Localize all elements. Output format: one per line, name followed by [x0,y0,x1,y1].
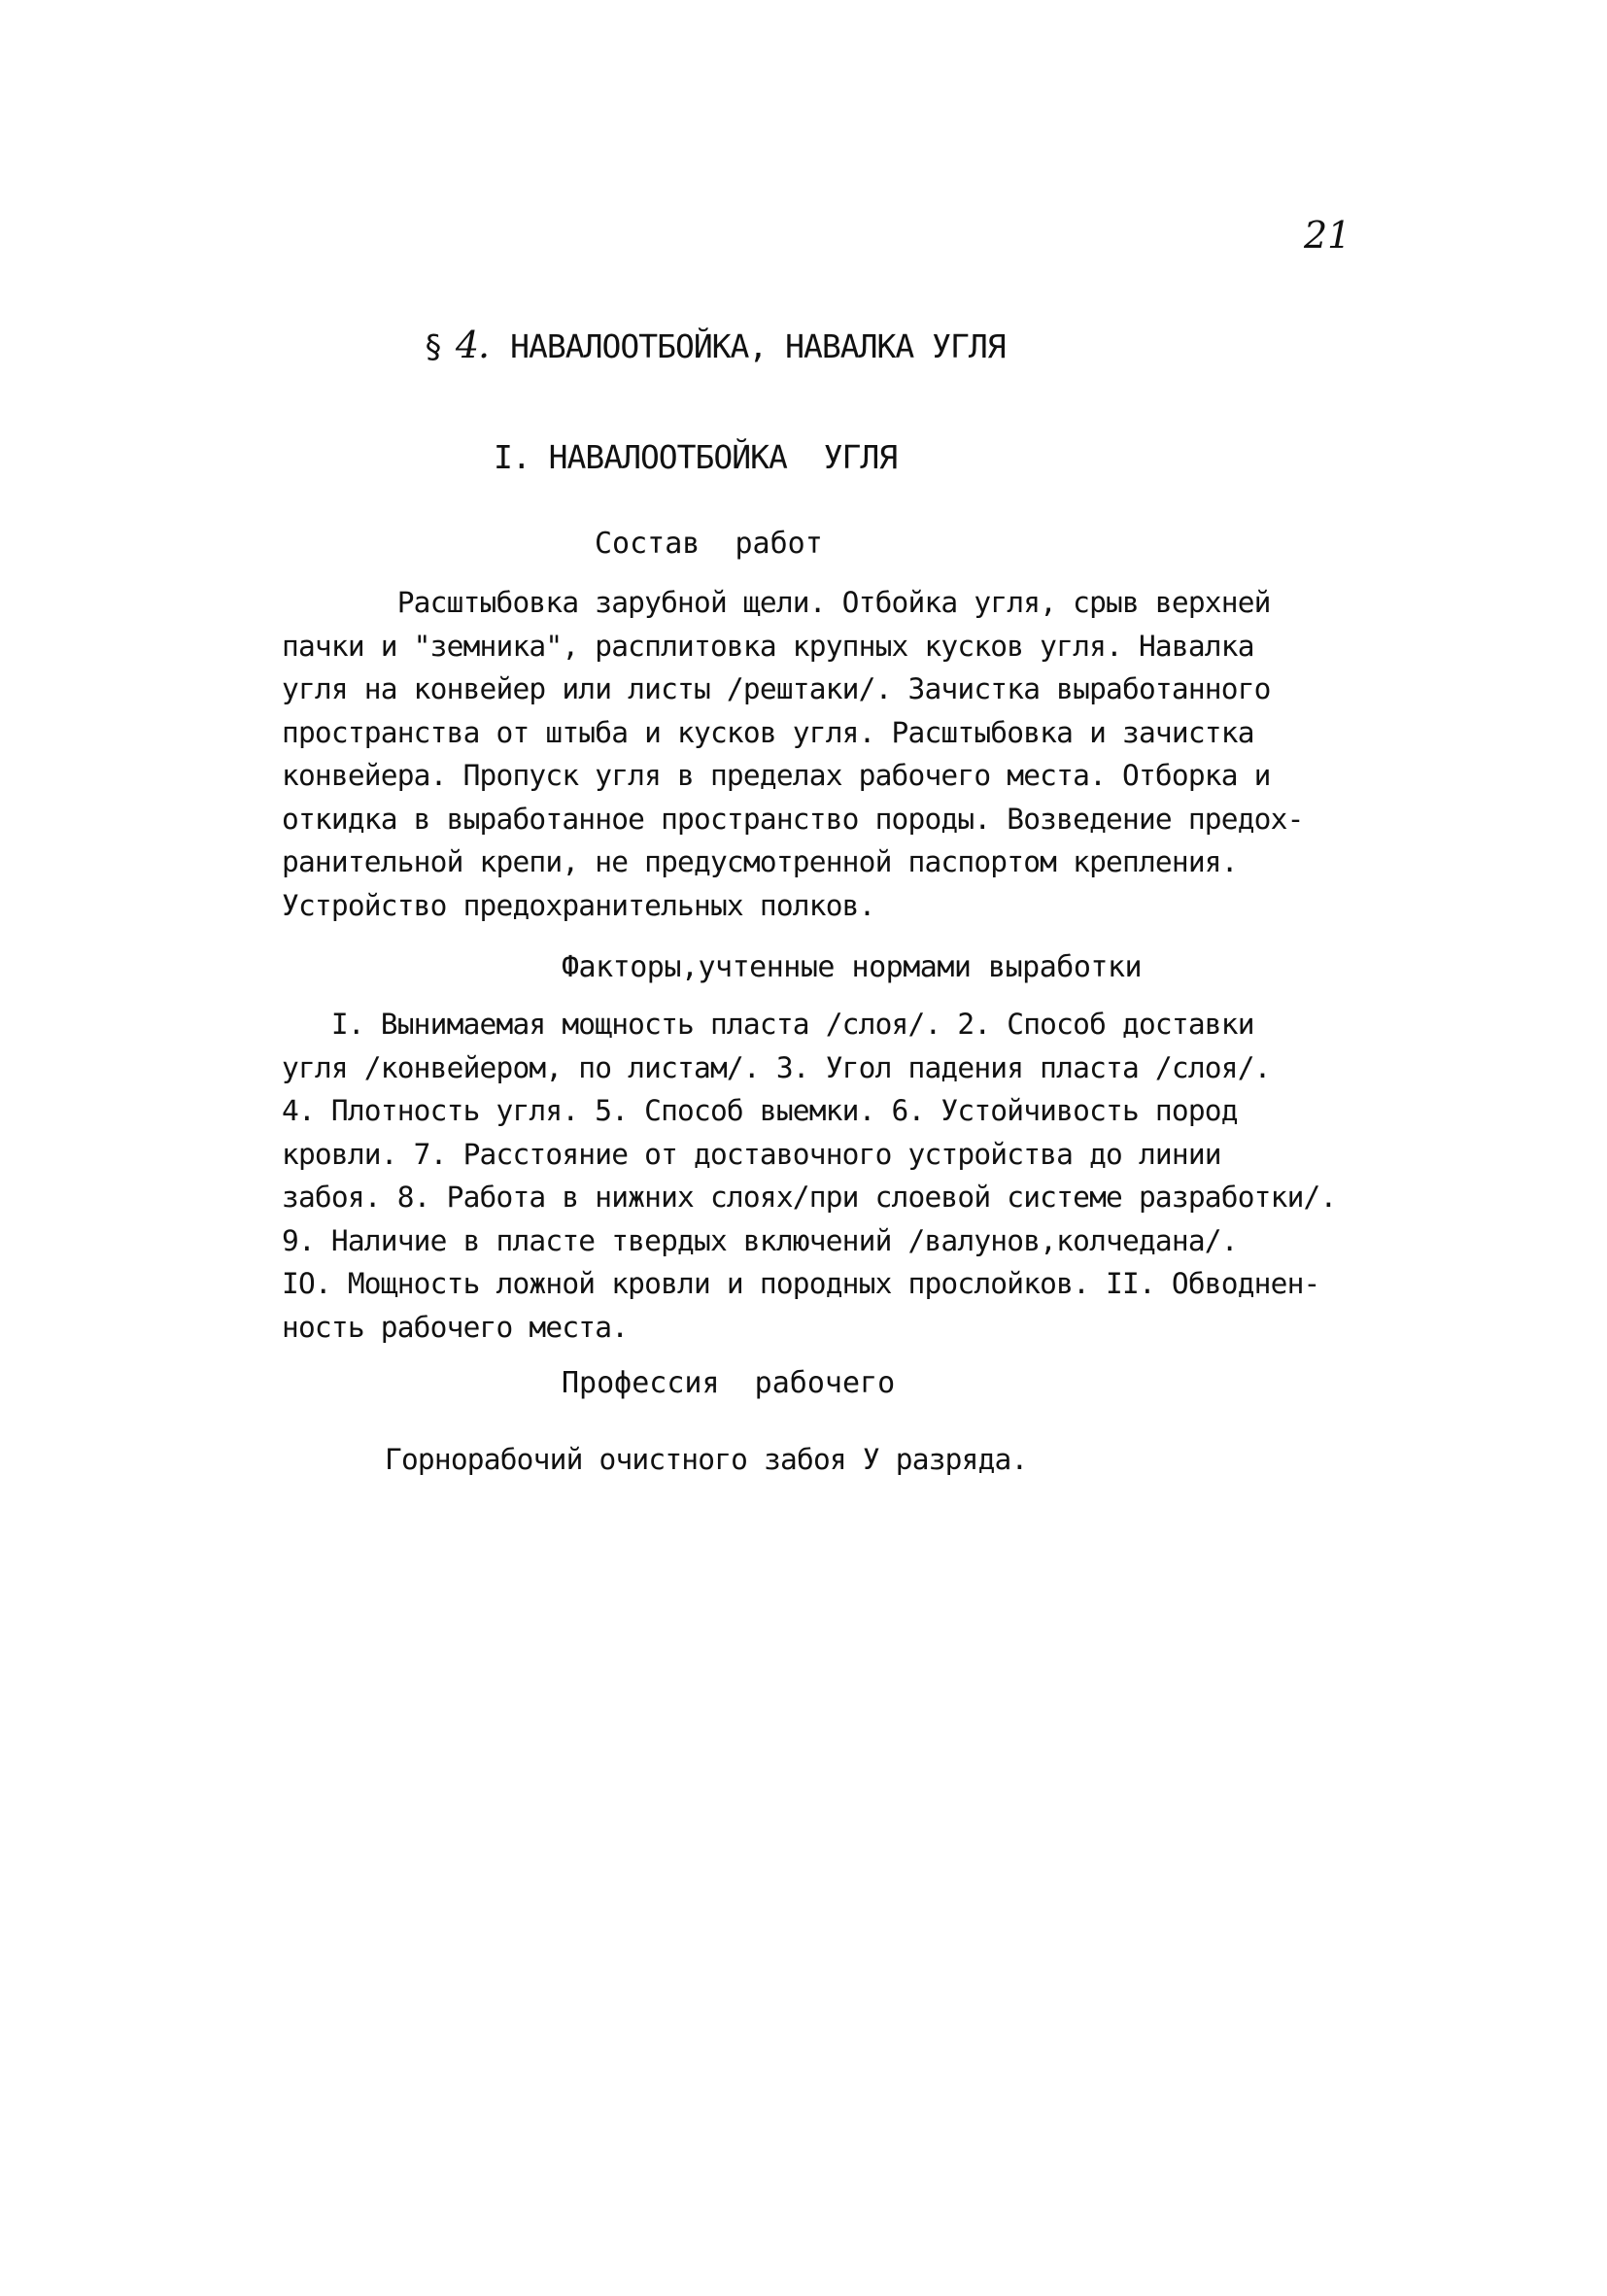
factors-heading: Факторы,учтенные нормами выработки [562,950,1143,984]
paragraph-line: Устройство предохранительных полков. [282,888,875,922]
composition-paragraph [282,581,1399,927]
paragraph-line: ранительной крепи, не предусмотренной паспортом крепления. [282,845,1238,878]
paragraph-line: угля /конвейером, по листам/. 3. Угол падения пласта /слоя/. [282,1050,1271,1084]
paragraph-line: ность рабочего места. [282,1310,629,1344]
paragraph-line: пространства от штыба и кусков угля. Расштыбовка и зачистка [282,715,1254,749]
paragraph-line: кровли. 7. Расстояние от доставочного устройства до линии [282,1137,1221,1171]
paragraph-line: 9. Наличие в пласте твердых включений /валунов,колчедана/. [282,1223,1238,1257]
factors-paragraph [282,1003,1399,1349]
paragraph-line: Расштыбовка зарубной щели. Отбойка угля, срыв верхней [282,586,1271,619]
section-title [424,325,1006,367]
paragraph-line: откидка в выработанное пространство породы. Возведение предох- [282,802,1304,836]
section-symbol: § [424,327,442,365]
page-number: 21 [1304,214,1351,257]
paragraph-line: Горнорабочий очистного забоя У разряда. [385,1443,1028,1476]
paragraph-line: пачки и "земника", расплитовка крупных кусков угля. Навалка [282,629,1254,663]
section-title-text: НАВАЛООТБОЙКА, НАВАЛКА УГЛЯ [510,327,1006,365]
paragraph-line: I. Вынимаемая мощность пласта /слоя/. 2. Способ доставки [282,1008,1254,1041]
subsection-title: I. НАВАЛООТБОЙКА УГЛЯ [494,438,898,476]
paragraph-line: забоя. 8. Работа в нижних слоях/при слоевой системе разработки/. [282,1181,1337,1214]
section-number: 4. [455,324,490,366]
composition-heading: Состав работ [595,527,823,561]
paragraph-line: IO. Мощность ложной кровли и породных прослойков. II. Обводнен- [282,1267,1320,1300]
profession-heading: Профессия рабочего [562,1366,896,1400]
profession-text [385,1438,1502,1482]
paragraph-line: 4. Плотность угля. 5. Способ выемки. 6. Устойчивость пород [282,1094,1238,1127]
paragraph-line: угля на конвейер или листы /рештаки/. Зачистка выработанного [282,672,1271,705]
paragraph-line: конвейера. Пропуск угля в пределах рабочего места. Отборка и [282,759,1271,792]
